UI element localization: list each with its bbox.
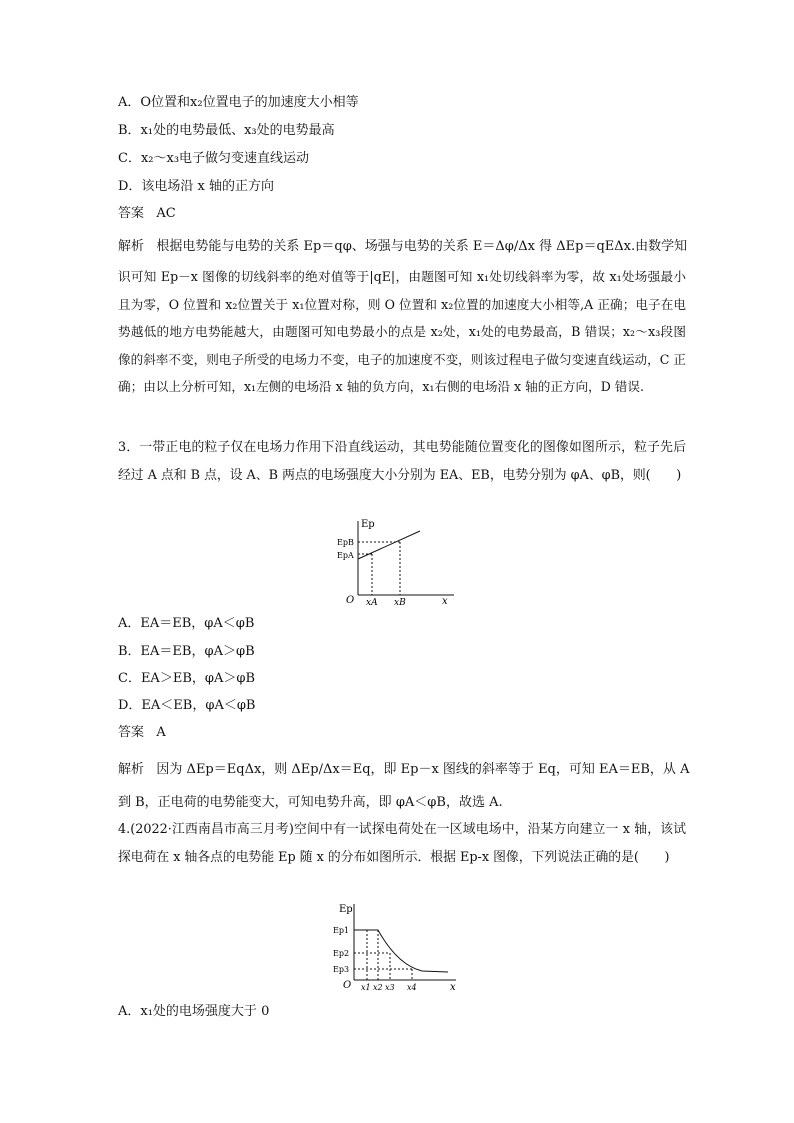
q4-figure <box>330 900 470 992</box>
q3-analysis-label: 解析 <box>118 762 145 777</box>
q4-x-label: x <box>450 982 456 992</box>
q3-epb-label: EpB <box>337 538 354 547</box>
q4-origin: O <box>343 980 352 991</box>
q2-option-c: C．x₂～x₃电子做匀变速直线运动 <box>118 151 310 166</box>
q2-answer-value: AC <box>156 206 176 221</box>
q3-epa-label: EpA <box>337 551 354 560</box>
q4-x2-label: x2 <box>373 983 383 992</box>
q4-x4-label: x4 <box>407 983 417 992</box>
q4-y-label: Ep <box>339 904 353 915</box>
q2-analysis-label: 解析 <box>118 239 145 254</box>
q2-answer-label: 答案 <box>118 206 145 221</box>
q3-x-label: x <box>442 596 448 607</box>
q3-answer-label: 答案 <box>118 725 145 740</box>
q3-y-label: Ep <box>361 519 375 530</box>
q3-analysis-line2: 到 B，正电荷的电势能变大，可知电势升高，即 φA＜φB，故选 A. <box>118 795 503 810</box>
q3-stem: 3．一带正电的粒子仅在电场力作用下沿直线运动，其电势能随位置变化的图像如图所示，粒子先后经过 A 点和 B 点，设 A、B 两点的电场强度大小分别为 EA、EB，电势分别为 φA、φB，则( ) <box>118 440 686 483</box>
q3-option-b: B．EA＝EB，φA＞φB <box>118 644 255 659</box>
q2-analysis-text1: 根据电势能与电势的关系 Ep＝qφ、场强与电势的关系 E＝Δφ/Δx 得 ΔEp＝qEΔx.由数学知 <box>156 239 688 254</box>
q4-x3-label: x3 <box>385 983 395 992</box>
q3-analysis-line1 <box>118 761 689 779</box>
q3-option-a: A．EA＝EB，φA＜φB <box>118 616 255 631</box>
q3-answer-value: A <box>156 725 166 740</box>
q4-ep1-label: Ep1 <box>333 926 350 935</box>
q3-ep-line <box>358 531 420 559</box>
q3-option-d: D．EA＜EB，φA＜φB <box>118 698 256 713</box>
q2-option-a: A．O位置和x₂位置电子的加速度大小相等 <box>118 95 359 110</box>
q4-stem: 4.(2022·江西南昌市高三月考)空间中有一试探电荷处在一区域电场中，沿某方向建立一 x 轴，该试探电荷在 x 轴各点的电势能 Ep 随 x 的分布如图所示．根据 Ep-x 图像，下列说法正确的是( ) <box>118 822 686 865</box>
q3-xb-label: xB <box>394 598 406 607</box>
q3-analysis-text1: 因为 ΔEp＝EqΔx，则 ΔEp/Δx＝Eq，即 Ep－x 图线的斜率等于 Eq，可知 EA＝EB，从 A <box>156 762 690 777</box>
q2-option-b: B．x₁处的电势最低、x₃处的电势最高 <box>118 123 335 138</box>
q3-option-c: C．EA＞EB，φA＞φB <box>118 671 256 686</box>
q2-option-d: D．该电场沿 x 轴的正方向 <box>118 179 275 194</box>
q2-analysis-line1 <box>118 238 687 256</box>
q2-answer <box>118 205 176 223</box>
q3-origin: O <box>346 595 355 606</box>
q2-analysis-rest: 识可知 Ep－x 图像的切线斜率的绝对值等于|qE|，由题图可知 x₁处切线斜率为零，故 x₁处场强最小且为零，O 位置和 x₂位置关于 x₁位置对称，则 O 位置和 x₂位置的加速度大小相等,A 正确；电子在电势越低的地方电势能越大，由题图可知电势最小的点是 x₂处，x₁处的电势最高，B 错误；x₂～x₃段图像的斜率不变，则电子所受的电场力不变，电子的加速度不变，则该过程电子做匀变速直线运动，C 正确；由以上分析可知，x₁左侧的电场沿 x 轴的负方向，x₁右侧的电场沿 x 轴的正方向，D 错误. <box>118 269 686 394</box>
q3-answer <box>118 724 166 742</box>
q4-x1-label: x1 <box>361 983 371 992</box>
q4-ep3-label: Ep3 <box>333 965 350 974</box>
q4-option-a: A．x₁处的电场强度大于 0 <box>118 1004 270 1019</box>
q3-figure <box>334 515 464 607</box>
q4-ep2-label: Ep2 <box>333 949 350 958</box>
q3-xa-label: xA <box>366 598 378 607</box>
q4-ep-curve <box>354 930 448 972</box>
